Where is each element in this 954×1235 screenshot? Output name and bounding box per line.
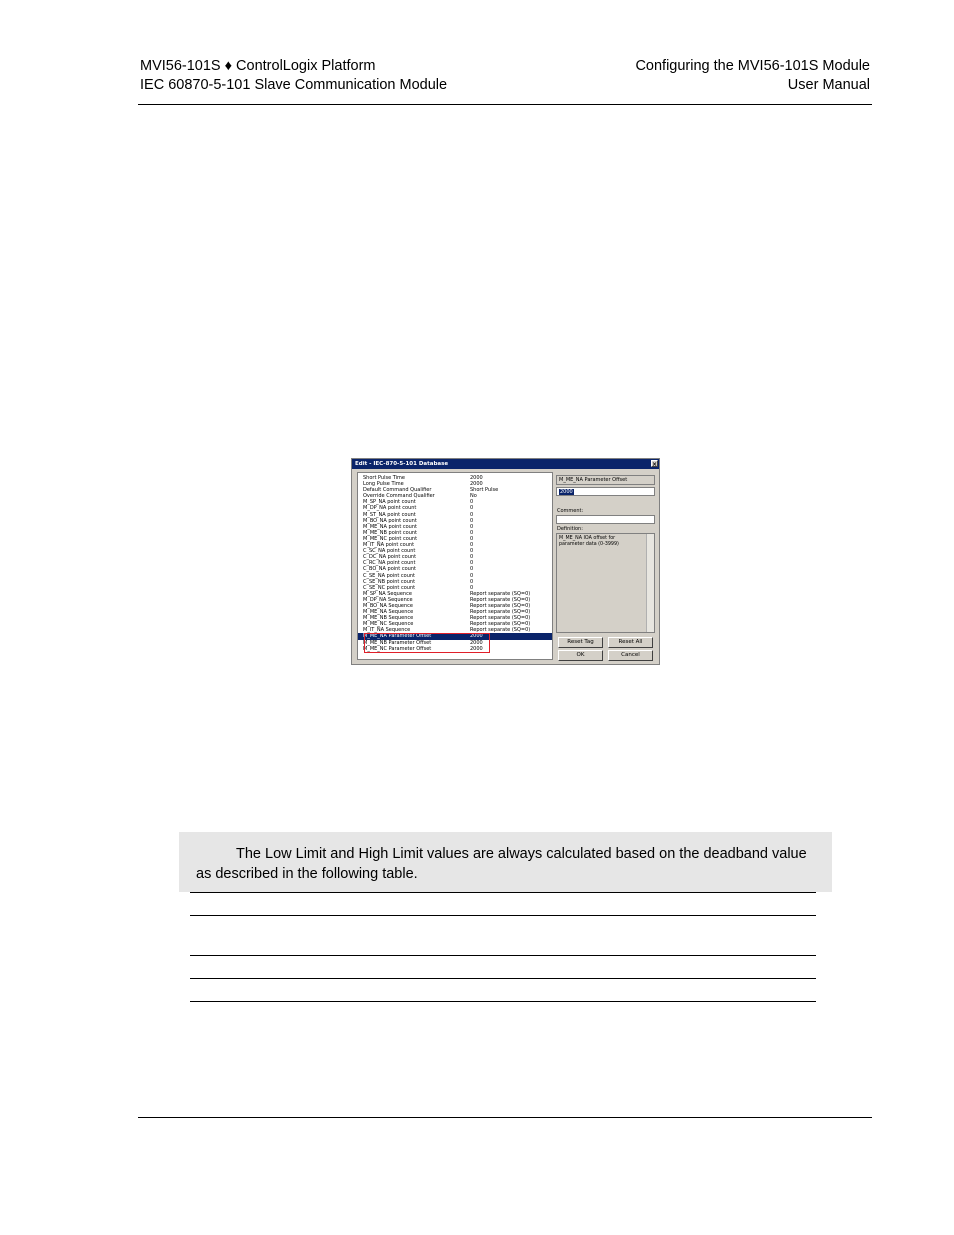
table-rule (190, 978, 816, 979)
highlight-box (364, 633, 490, 653)
header-right (635, 57, 870, 95)
parameter-name: C_RC_NA point count (363, 560, 416, 567)
parameter-value: 0 (470, 566, 474, 573)
parameter-value: 2000 (470, 645, 483, 652)
header-left (140, 57, 447, 95)
cancel-button[interactable]: Cancel (608, 650, 653, 661)
parameter-value: 0 (470, 523, 474, 530)
parameter-value: 2000 (470, 475, 483, 481)
parameter-name: M_ME_NC Sequence (363, 621, 414, 628)
parameter-value: Report separate (SQ=0) (470, 621, 531, 628)
parameter-name: C_DC_NA point count (363, 554, 417, 561)
table-rule (190, 1001, 816, 1002)
parameter-name: Default Command Qualifier (363, 487, 432, 494)
parameter-name: M_ME_NC Parameter Offset (363, 645, 432, 652)
parameter-value: 2000 (470, 481, 483, 488)
parameter-name: Override Command Qualifier (363, 493, 435, 500)
parameter-value: Report separate (SQ=0) (470, 602, 531, 609)
dialog-title-bar (352, 459, 659, 469)
reset-all-button[interactable]: Reset All (608, 637, 653, 648)
parameter-name: C_SC_NA point count (363, 548, 416, 555)
parameter-name: M_BO_NA Sequence (363, 602, 414, 609)
parameter-name: M_IT_NA point count (363, 542, 415, 549)
parameter-value: 0 (470, 499, 474, 506)
parameter-value: 0 (470, 505, 474, 512)
parameter-name: M_ST_NA point count (363, 511, 416, 518)
parameter-value: Report separate (SQ=0) (470, 609, 531, 616)
parameter-name: M_ME_NB Parameter Offset (363, 639, 432, 646)
parameter-name: M_SP_NA point count (363, 499, 416, 506)
parameter-name: M_BO_NA point count (363, 517, 417, 524)
parameter-name: M_DP_NA Sequence (363, 596, 413, 603)
parameter-list[interactable] (357, 472, 553, 660)
parameter-value: 0 (470, 548, 474, 555)
parameter-name: C_SE_NB point count (363, 578, 416, 585)
parameter-value: 2000 (470, 633, 483, 640)
parameter-name: M_ME_NA Sequence (363, 609, 414, 616)
definition-label: Definition: (557, 526, 583, 532)
header-module: IEC 60870-5-101 Slave Communication Module (140, 77, 448, 93)
parameter-name: C_SE_NA point count (363, 572, 416, 579)
parameter-name: M_DP_NA point count (363, 505, 417, 512)
table-rule (190, 915, 816, 916)
reset-tag-button[interactable]: Reset Tag (558, 637, 603, 648)
parameter-value: 0 (470, 511, 474, 518)
header-product: MVI56-101S ♦ ControlLogix Platform (140, 58, 376, 74)
footer-divider (138, 1117, 872, 1118)
close-icon[interactable]: × (652, 461, 658, 468)
parameter-value: 0 (470, 584, 474, 591)
parameter-value: 2000 (470, 639, 483, 646)
parameter-name: C_BO_NA point count (363, 566, 416, 573)
parameter-rows (358, 473, 552, 652)
definition-text: M_ME_NA IOA offset for parameter data (0-3999) (559, 536, 619, 547)
header-chapter: Configuring the MVI56-101S Module (635, 58, 870, 74)
parameter-name: M_SP_NA Sequence (363, 590, 412, 597)
parameter-value: 0 (470, 542, 474, 549)
parameter-value: No (470, 493, 477, 500)
parameter-name: M_ME_NB point count (363, 529, 417, 536)
parameter-value: 0 (470, 560, 474, 567)
parameter-name: M_ME_NA Parameter Offset (363, 633, 432, 640)
parameter-value: Short Pulse (470, 487, 499, 494)
parameter-value: 0 (470, 535, 474, 542)
parameter-name: C_SE_NC point count (363, 584, 416, 591)
table-rule (190, 892, 816, 893)
parameter-value: Report separate (SQ=0) (470, 615, 531, 622)
parameter-value: 0 (470, 578, 474, 585)
value-text: 2000 (560, 489, 573, 495)
table-rule (190, 955, 816, 956)
edit-database-dialog (351, 458, 660, 665)
parameter-name: Long Pulse Time (363, 481, 404, 488)
comment-input[interactable] (556, 515, 655, 524)
definition-box (556, 533, 655, 633)
selected-tag-field: M_ME_NA Parameter Offset (556, 475, 655, 485)
parameter-value: Report separate (SQ=0) (470, 590, 531, 597)
note-box (179, 832, 832, 892)
parameter-name: M_ME_NB Sequence (363, 615, 414, 622)
note-text: The Low Limit and High Limit values are always calculated based on the deadband value as described in the following table. (196, 846, 807, 882)
parameter-name: M_IT_NA Sequence (363, 627, 411, 634)
ok-button[interactable]: OK (558, 650, 603, 661)
parameter-value: 0 (470, 517, 474, 524)
parameter-value: 0 (470, 529, 474, 536)
dialog-title: Edit - IEC-870-5-101 Database (355, 461, 449, 467)
parameter-name: Short Pulse Time (363, 475, 405, 481)
comment-label: Comment: (557, 508, 584, 514)
parameter-value: 0 (470, 572, 474, 579)
parameter-value: Report separate (SQ=0) (470, 627, 531, 634)
definition-scrollbar[interactable] (646, 534, 654, 632)
value-input[interactable] (556, 487, 655, 496)
header-divider (138, 104, 872, 105)
parameter-name: M_ME_NC point count (363, 535, 418, 542)
parameter-value: Report separate (SQ=0) (470, 596, 531, 603)
parameter-name: M_ME_NA point count (363, 523, 417, 530)
parameter-value: 0 (470, 554, 474, 561)
header-doc-type: User Manual (787, 77, 870, 93)
